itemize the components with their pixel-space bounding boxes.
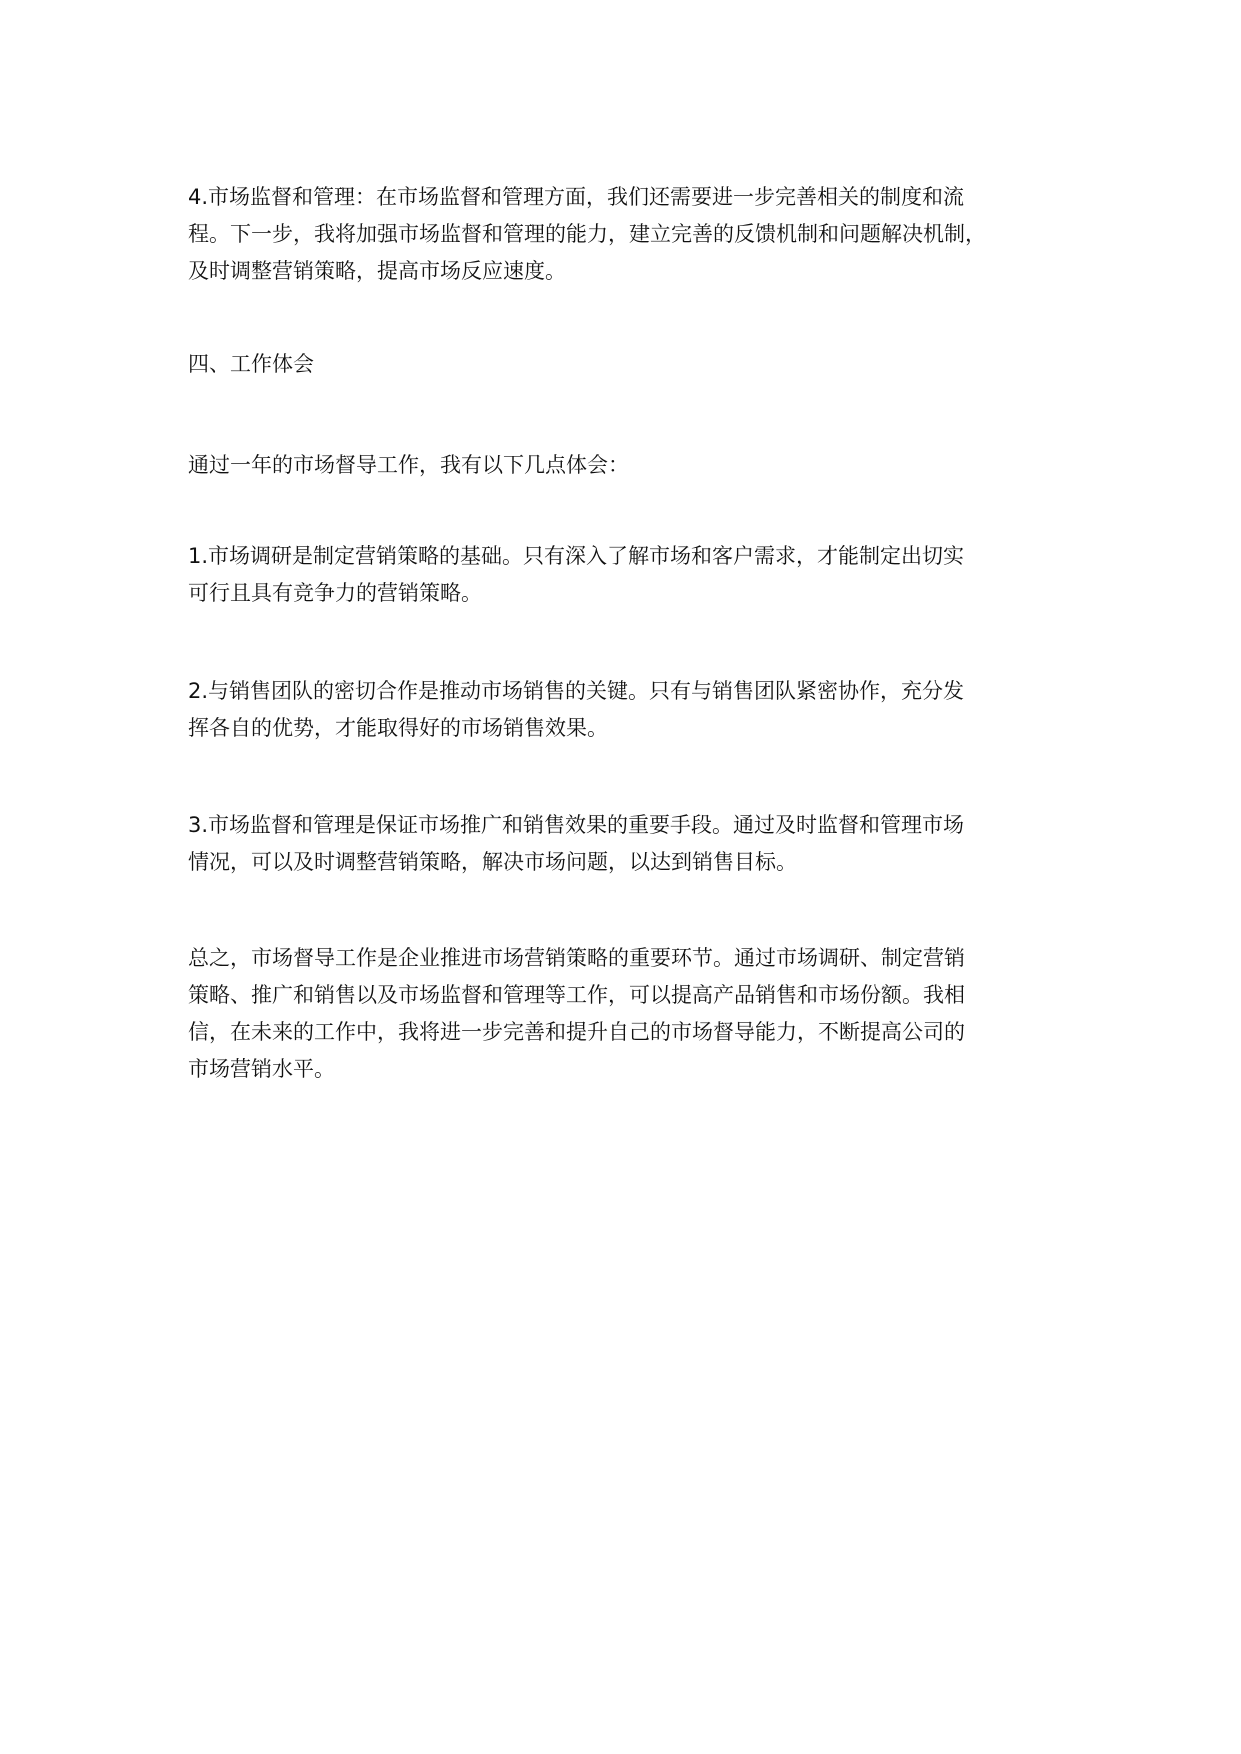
text-line: 及时调整营销策略，提高市场反应速度。 [188,259,566,283]
text-line: 可行且具有竞争力的营销策略。 [188,581,482,605]
text-line: 挥各自的优势，才能取得好的市场销售效果。 [188,716,608,740]
paragraph-intro: 通过一年的市场督导工作，我有以下几点体会： [188,453,629,477]
text-line: 程。下一步，我将加强市场监督和管理的能力，建立完善的反馈机制和问题解决机制， [188,222,986,246]
text-line: 情况，可以及时调整营销策略，解决市场问题，以达到销售目标。 [188,850,797,874]
text-line: 4.市场监督和管理：在市场监督和管理方面，我们还需要进一步完善相关的制度和流 [188,185,965,209]
text-line: 信，在未来的工作中，我将进一步完善和提升自己的市场督导能力，不断提高公司的 [188,1020,965,1044]
text-line: 2.与销售团队的密切合作是推动市场销售的关键。只有与销售团队紧密协作，充分发 [188,679,965,703]
text-line: 市场营销水平。 [188,1057,335,1081]
text-line: 总之，市场督导工作是企业推进市场营销策略的重要环节。通过市场调研、制定营销 [188,946,965,970]
text-line: 1.市场调研是制定营销策略的基础。只有深入了解市场和客户需求，才能制定出切实 [188,544,965,568]
text-line: 策略、推广和销售以及市场监督和管理等工作，可以提高产品销售和市场份额。我相 [188,983,965,1007]
section-heading: 四、工作体会 [188,352,314,376]
text-line: 3.市场监督和管理是保证市场推广和销售效果的重要手段。通过及时监督和管理市场 [188,813,965,837]
